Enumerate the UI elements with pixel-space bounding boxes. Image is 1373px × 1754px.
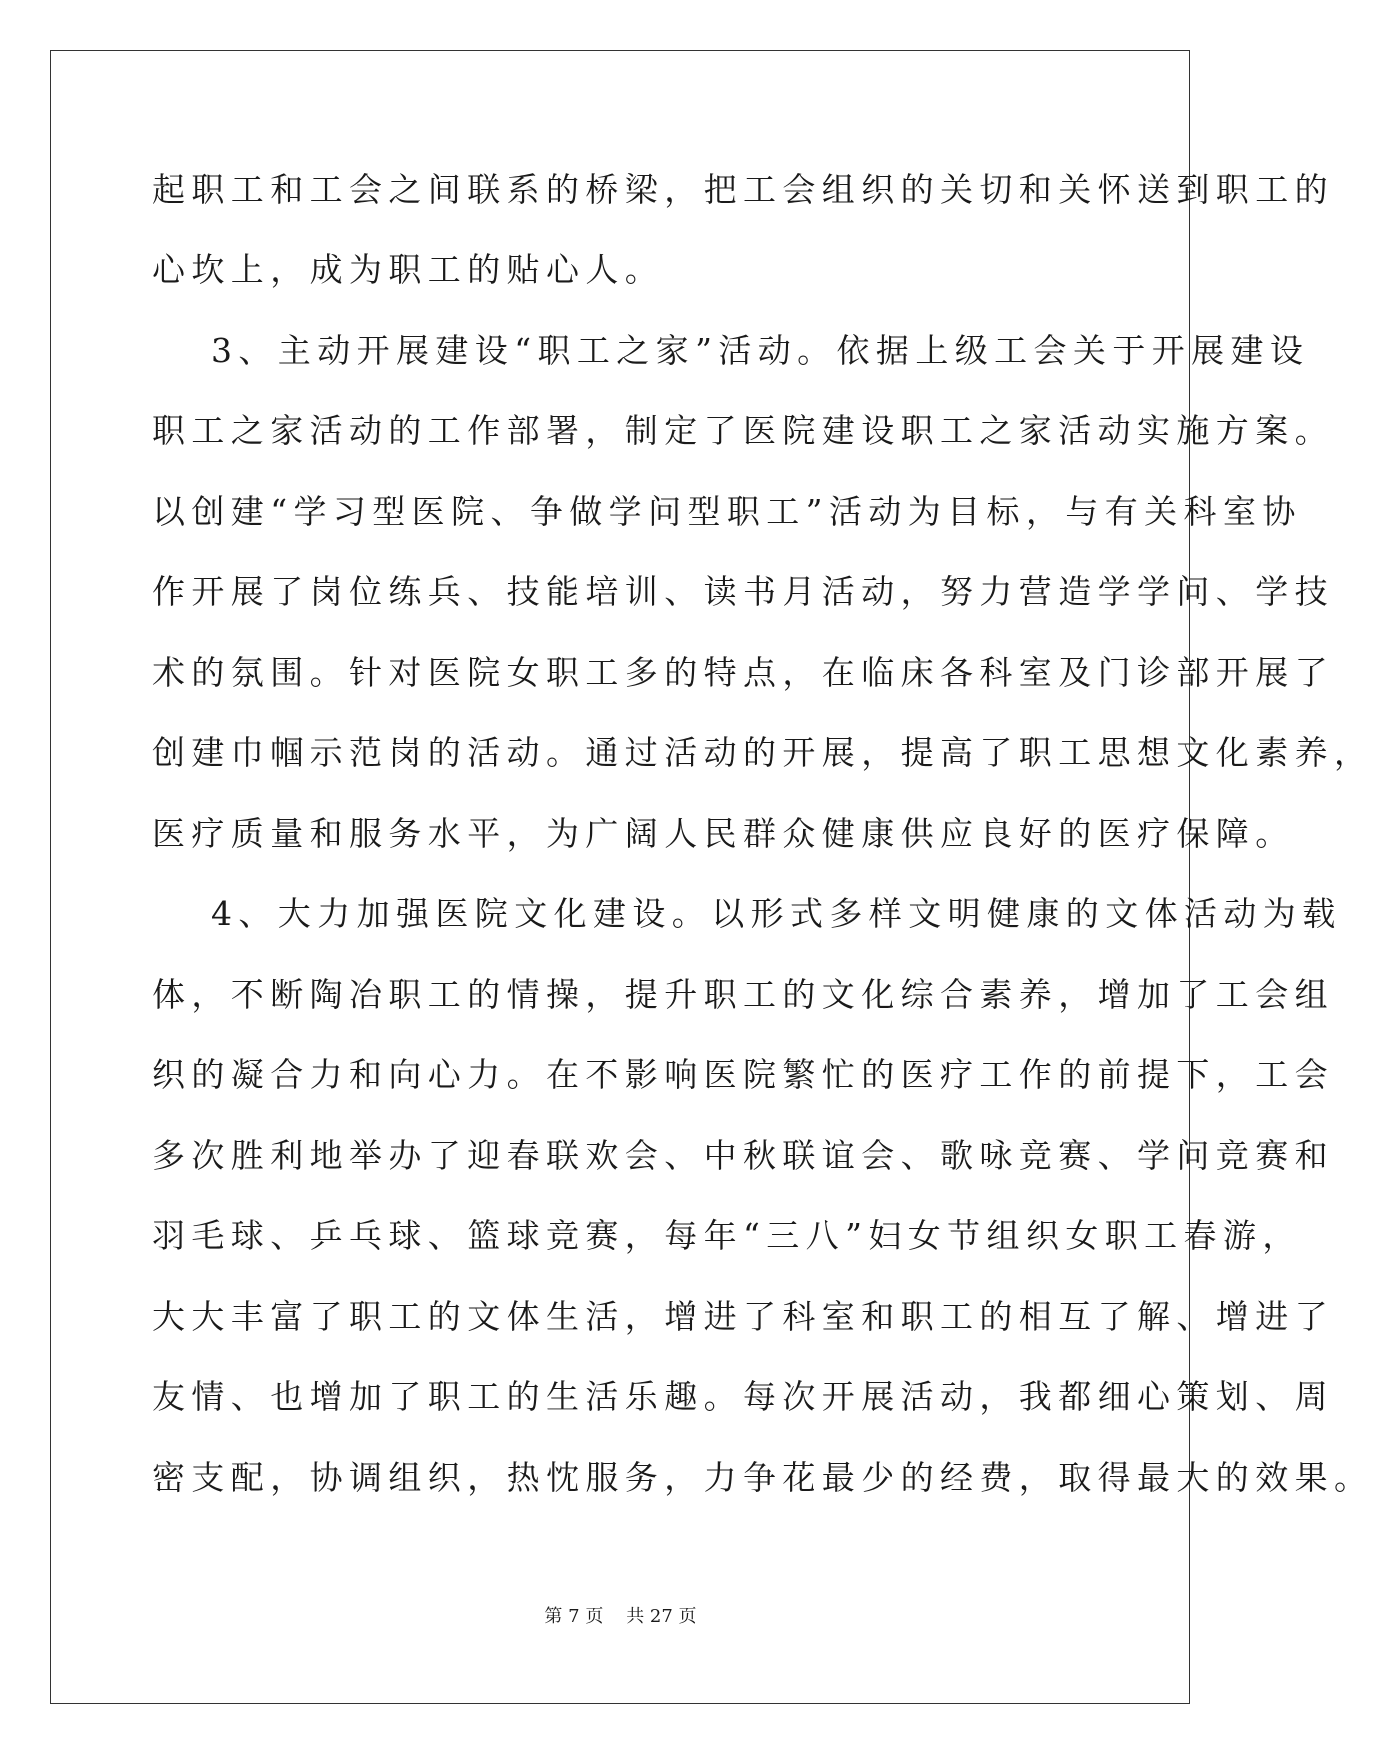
text-line-11: 体，不断陶冶职工的情操，提升职工的文化综合素养，增加了工会组 bbox=[152, 975, 1334, 1014]
text-line-1: 起职工和工会之间联系的桥梁，把工会组织的关切和关怀送到职工的 bbox=[152, 170, 1334, 209]
text-line-9: 医疗质量和服务水平，为广阔人民群众健康供应良好的医疗保障。 bbox=[152, 814, 1295, 853]
text-line-14: 羽毛球、乒乓球、篮球竞赛，每年“三八”妇女节组织女职工春游， bbox=[152, 1216, 1302, 1255]
text-line-17: 密支配，协调组织，热忱服务，力争花最少的经费，取得最大的效果。 bbox=[152, 1458, 1373, 1497]
text-line-12: 织的凝合力和向心力。在不影响医院繁忙的医疗工作的前提下，工会 bbox=[152, 1055, 1334, 1094]
text-line-16: 友情、也增加了职工的生活乐趣。每次开展活动，我都细心策划、周 bbox=[152, 1377, 1334, 1416]
text-line-3: 3、主动开展建设“职工之家”活动。依据上级工会关于开展建设 bbox=[211, 331, 1310, 370]
text-line-4: 职工之家活动的工作部署，制定了医院建设职工之家活动实施方案。 bbox=[152, 411, 1334, 450]
text-line-15: 大大丰富了职工的文体生活，增进了科室和职工的相互了解、增进了 bbox=[152, 1297, 1334, 1336]
text-line-5: 以创建“学习型医院、争做学问型职工”活动为目标，与有关科室协 bbox=[152, 492, 1302, 531]
text-line-7: 术的氛围。针对医院女职工多的特点，在临床各科室及门诊部开展了 bbox=[152, 653, 1334, 692]
text-line-13: 多次胜利地举办了迎春联欢会、中秋联谊会、歌咏竞赛、学问竞赛和 bbox=[152, 1136, 1334, 1175]
page-border bbox=[50, 50, 1373, 1704]
page-number-footer: 第 7 页 共 27 页 bbox=[544, 1606, 697, 1627]
text-line-10: 4、大力加强医院文化建设。以形式多样文明健康的文体活动为载 bbox=[211, 894, 1342, 933]
text-line-2: 心坎上，成为职工的贴心人。 bbox=[152, 250, 665, 289]
text-line-8: 创建巾帼示范岗的活动。通过活动的开展，提高了职工思想文化素养， bbox=[152, 733, 1373, 772]
text-line-6: 作开展了岗位练兵、技能培训、读书月活动，努力营造学学问、学技 bbox=[152, 572, 1334, 611]
